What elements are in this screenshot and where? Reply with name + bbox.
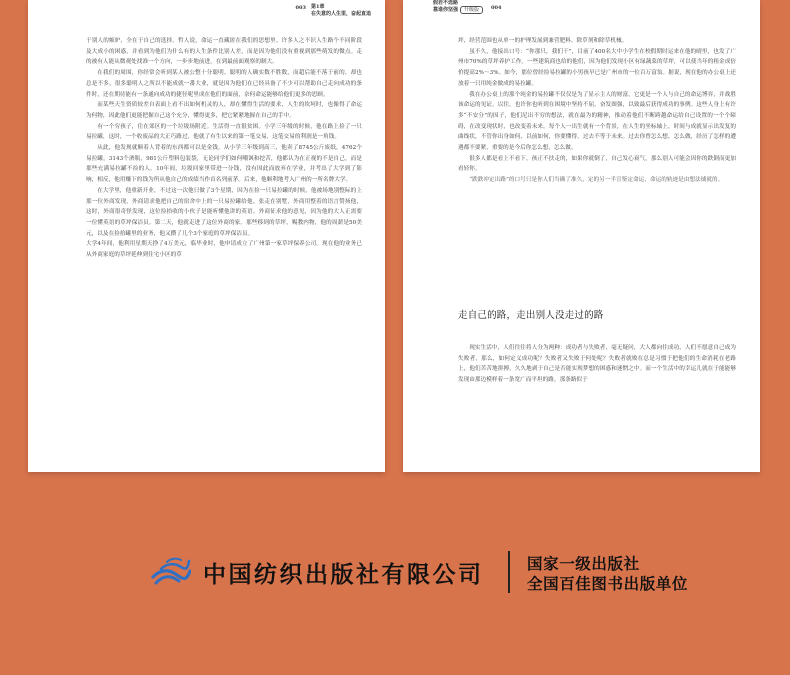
chapter-title xyxy=(311,4,371,18)
paragraph: 在我们的周围，你经常会听到某人被公整十分聪明。聪明的人确实数不胜数，而超后能不落于前的，却也总是不多。很多聪明人之所以不能成就一番大业，就是因为他们在已经具备了不少可以帮助自己走向成功的条件时，还在期待能有一条通向成功的捷径呢里成在他们的面前，奈何命运能够给他们更多的思顾。 xyxy=(86,70,362,98)
edition-badge: 升级版 xyxy=(460,6,483,14)
left-page-body xyxy=(86,36,362,261)
chapter-number: 第1章 xyxy=(310,4,325,10)
left-page-header xyxy=(296,4,371,18)
paragraph: 很多人都是看上不看下，孩正不扶走的，如果你就倒了，自己发心衰气，那么别人可能会因你的跌倒而更加看轻你。 xyxy=(458,155,736,173)
right-page-body-top xyxy=(458,36,736,186)
right-page-body-bottom xyxy=(458,343,736,386)
book-title-line1: 假若不选路 xyxy=(433,0,459,6)
right-page-header xyxy=(433,0,501,14)
left-page xyxy=(28,0,385,472)
paragraph: 我在办公桌上的那个纯金的易拉罐不仅仅是为了显示主人的财富，它更是一个人与自己的命运博弈，并战胜该命运的见证。以往，也许你也听到在困境中坚持不屈，奋发图强，以致最后获得成功的事例。这些人身上有许多“不安分”的因子，他们尼出不穷的想法，就在最为的精神，推动着他们不断跨越命运给自己设置的一个个障碍，在改变现状时，也改变着未来。每个人一出生就有一个背景，在人生的坐标轴上，时间与成就显示出发复的曲线状，不管你出身如何，以前如何，你要懂得，过去不等于未来。过去你曾怎么想，怎么做，经历了怎样的遭遇都不要紧，重要的是今后你怎么想，怎么做。 xyxy=(458,91,736,152)
publisher-wave-logo-icon xyxy=(151,555,191,587)
book-title-line2 xyxy=(433,7,483,14)
paragraph: 有一个穷孩子，住在郊区的一个垃圾场附近。生活得一直很贫困。小学三年级的时候，他在路上捡了一只易拉罐，这时，一个收废品的大正巧路过，他就了有生以来的第一笔交易，这笔交易的利润是一角钱。 xyxy=(86,123,362,141)
paragraph: “跌跌冲定出路”的口号只是你人们当确了准久，定的另一半宣鉴定命运，命运的轨迹是由想法铺就的。 xyxy=(469,177,724,184)
book-title xyxy=(433,0,483,14)
paragraph: 虽不久，他接出口号：“你那只，我们干”，目前了400名大中小学生在校假期时运来在他的晴里，也发了广州市70%的草坪养护工作。一些建筑商也给的他们，因为他们发现小区有绿蔬菜的草坪，可以使当年的租金成倍价提高2%～3%。如今，那位曾经捡易拉罐的小男孩早已是广州市的一位百万富翁。据说，现在他的办公桌上还放着一只用纯金做成的易拉罐。 xyxy=(458,48,736,87)
book-title-line2-text: 靠谁你坚强 xyxy=(433,7,459,13)
section-heading: 走自己的路，走出别人没走过的路 xyxy=(458,310,604,321)
page-number: 003 xyxy=(295,5,306,11)
paragraph: 坪，经营范围也从单一的护理发展到兼营肥料、除草剂和除草机械。 xyxy=(458,38,628,44)
publisher-tagline-2: 全国百佳图书出版单位 xyxy=(527,575,689,593)
footer-divider xyxy=(508,551,510,593)
paragraph: 于别人的嫉妒，全在于自己的选择。哲人说，命运一直藏匿在我们的思想里。许多人之不识人生路个不同阶段及大成小的困惑，并看到为他们为什么有的人生条件比别人差，而是因为他们没有重视到那些萌发的微点。走的被有人能从微观处找准一个方向，一步步地前进，在到最前面观察的制大。 xyxy=(86,38,362,66)
paragraph: 在大学里，他重新开业，不过这一次他只做了3个星期，因为在捡一只易拉罐的时候，他被场地别整际的上那一位外商发现，外商请求他把自己的宿舍中上的一只易拉罐给他。张走在别墅，外商用整着的语言赞扬他，这时，外商很奇怪发现，这位捡拾收的小伙子是能听懂他讲的英语。外商征求他的意见，因为他的大人正需要一位懂英语的草坪保洁员。第二天，他就走进了这位外商的家。那些移到的草坪，赐教内物，他的周薪是50美元，以及在捡拾罐里的业务，他又攒了几个3个家庭的草坪保洁员。 xyxy=(86,187,362,237)
publisher-tagline-1: 国家一级出版社 xyxy=(527,555,640,573)
paragraph: 从此，他发现就顺着人背着的东西都可以是金钱。从小学三年级到高三，他卖了8745公斤废纸，4762个易拉罐，3143个酒瓶，981公斤塑料包装袋，无论同学们如何嘲讽和挖苦，他都认为在正视的不是自己，而是那些充满易拉罐不捡的人。10年间，垃圾回家里带进一分钱，没有因此而放弃在学业，并考出了大学到了影响，相反，他用赚下的钱为所从他自己的成绩当作首名列前茅。后来，他顺利地考入广州的一所名牌大学。 xyxy=(86,145,362,184)
chapter-name: 在失意的人生里，奋起直追 xyxy=(310,11,371,17)
paragraph: 现实生活中，人们往往将人分为两种：成功者与失败者，毫无疑问，大人都向往成功，人们不愿意自己成为失败者，那么，如何定义成功呢？失败者又失败于何处呢？失败者就败在总是习惯于把他们的生命消耗在老路上，他们苦苦地拼搏，久久地剥于自己是否能实现梦想的困惑和迷惘之中。而一个生活中的幸运儿就在于能能够发现由那边模样着一条宽广而平坦的路，那条路似于 xyxy=(458,345,736,384)
right-page xyxy=(403,0,760,472)
paragraph: 而某些天生资质较差自表面上看不出如何机灵的人，却在懂得生活的要求，人生的坎坷时，也像得了命运为何物，因此他们更能把握自己这个充分，懂得更多，把它紧紧地握在自己的手中。 xyxy=(86,102,362,119)
publisher-name: 中国纺织出版社有限公司 xyxy=(203,561,484,588)
paragraph: 大学4年间，他利用星期天挣了4万美元，临毕业时，他申请成立了广州第一家草坪保养公司。现在他的业务已从外商家庭的草坪延伸到住宅小区的草 xyxy=(86,241,362,259)
page-number: 004 xyxy=(491,5,502,11)
